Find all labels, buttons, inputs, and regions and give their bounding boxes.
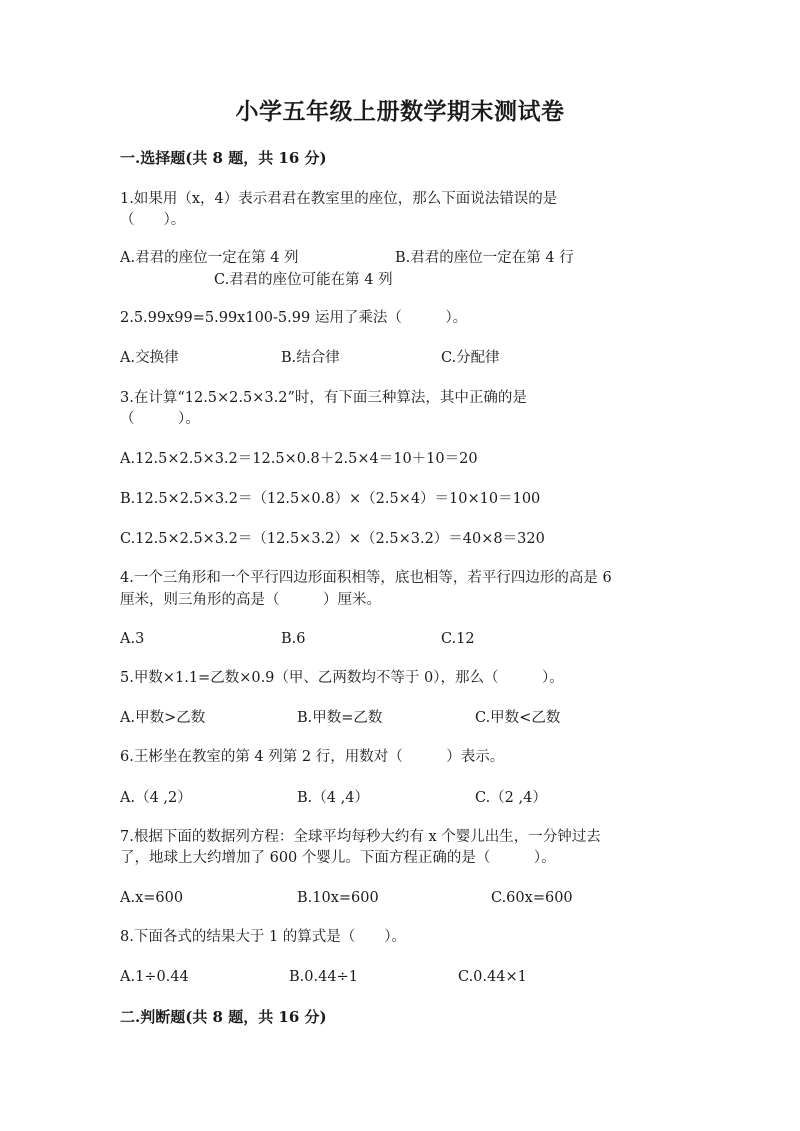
question-2-option-a: A.交换律 <box>120 350 179 366</box>
question-7-option-a: A.x=600 <box>120 890 184 906</box>
page-title: 小学五年级上册数学期末测试卷 <box>235 98 565 125</box>
section-heading-judgement: 二.判断题(共 8 题，共 16 分) <box>120 1008 327 1026</box>
question-7-text-cont: 了，地球上大约增加了 600 个婴儿。下面方程正确的是（ ）。 <box>120 850 556 866</box>
question-2-option-c: C.分配律 <box>441 350 500 366</box>
question-1-blank: （ ）。 <box>120 212 186 228</box>
question-3-option-c: C.12.5×2.5×3.2＝（12.5×3.2）×（2.5×3.2）＝40×8＝320 <box>120 531 545 547</box>
question-4-option-c: C.12 <box>441 631 475 647</box>
question-1-option-c: C.君君的座位可能在第 4 列 <box>214 272 393 288</box>
question-6-option-b: B.（4 ,4） <box>297 790 369 806</box>
question-7-option-b: B.10x=600 <box>297 890 379 906</box>
question-3-option-a: A.12.5×2.5×3.2＝12.5×0.8＋2.5×4＝10＋10＝20 <box>120 451 478 467</box>
question-6-option-c: C.（2 ,4） <box>475 790 547 806</box>
question-5-option-b: B.甲数=乙数 <box>297 710 383 726</box>
question-6-option-a: A.（4 ,2） <box>120 790 192 806</box>
question-8-option-a: A.1÷0.44 <box>120 969 189 985</box>
question-3-option-b: B.12.5×2.5×3.2＝（12.5×0.8）×（2.5×4）＝10×10＝100 <box>120 491 541 507</box>
question-5-text: 5.甲数×1.1=乙数×0.9（甲、乙两数均不等于 0），那么（ ）。 <box>120 670 564 686</box>
question-5-option-a: A.甲数>乙数 <box>120 710 206 726</box>
question-4-option-a: A.3 <box>120 631 145 647</box>
question-2-text: 2.5.99x99=5.99x100-5.99 运用了乘法（ ）。 <box>120 310 468 326</box>
question-7-text: 7.根据下面的数据列方程：全球平均每秒大约有 x 个婴儿出生，一分钟过去 <box>120 829 601 845</box>
question-2-option-b: B.结合律 <box>281 350 340 366</box>
question-8-option-c: C.0.44×1 <box>458 969 527 985</box>
question-1-option-b: B.君君的座位一定在第 4 行 <box>395 250 574 266</box>
question-4-text: 4.一个三角形和一个平行四边形面积相等，底也相等，若平行四边形的高是 6 <box>120 570 612 586</box>
question-3-text: 3.在计算“12.5×2.5×3.2”时，有下面三种算法，其中正确的是 <box>120 390 527 406</box>
question-8-text: 8.下面各式的结果大于 1 的算式是（ ）。 <box>120 929 407 945</box>
question-1-text: 1.如果用（x，4）表示君君在教室里的座位，那么下面说法错误的是 <box>120 191 558 207</box>
section-heading-choice: 一.选择题(共 8 题，共 16 分) <box>120 149 327 167</box>
question-5-option-c: C.甲数<乙数 <box>475 710 561 726</box>
question-4-option-b: B.6 <box>281 631 306 647</box>
question-6-text: 6.王彬坐在教室的第 4 列第 2 行，用数对（ ）表示。 <box>120 749 505 765</box>
question-4-text-cont: 厘米，则三角形的高是（ ）厘米。 <box>120 592 381 608</box>
question-1-option-a: A.君君的座位一定在第 4 列 <box>120 250 299 266</box>
question-3-blank: （ ）。 <box>120 411 200 427</box>
question-7-option-c: C.60x=600 <box>491 890 573 906</box>
question-8-option-b: B.0.44÷1 <box>289 969 358 985</box>
